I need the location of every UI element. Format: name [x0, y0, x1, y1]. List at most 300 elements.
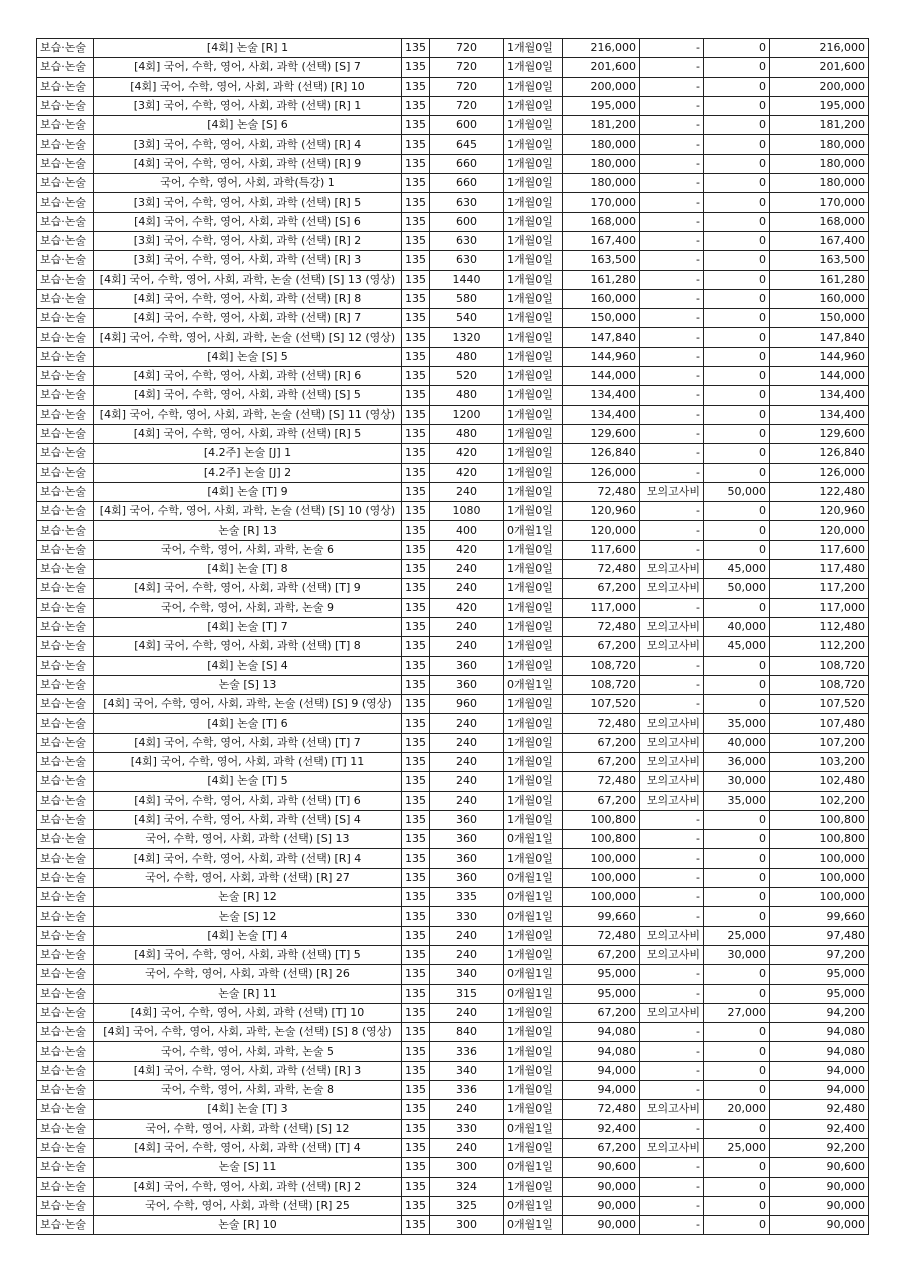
category-cell: 보습·논술: [37, 560, 94, 579]
extra-fee-type-cell: 모의고사비: [640, 945, 704, 964]
extra-fee-type-cell: -: [640, 888, 704, 907]
unit-cell: 135: [402, 656, 430, 675]
minutes-cell: 960: [430, 695, 504, 714]
category-cell: 보습·논술: [37, 135, 94, 154]
course-name-cell: [4.2주] 논술 [J] 1: [94, 444, 402, 463]
table-row: [37, 695, 869, 714]
period-cell: 1개월0일: [504, 367, 563, 386]
extra-fee-type-cell: 모의고사비: [640, 752, 704, 771]
extra-fee-cell: 0: [704, 96, 770, 115]
total-cell: 90,000: [770, 1177, 869, 1196]
period-cell: 1개월0일: [504, 791, 563, 810]
table-row: [37, 617, 869, 636]
minutes-cell: 1440: [430, 270, 504, 289]
category-cell: 보습·논술: [37, 617, 94, 636]
table-row: [37, 135, 869, 154]
total-cell: 150,000: [770, 309, 869, 328]
course-name-cell: 논술 [S] 12: [94, 907, 402, 926]
extra-fee-cell: 0: [704, 1061, 770, 1080]
table-row: [37, 714, 869, 733]
table-row: [37, 174, 869, 193]
tuition-cell: 94,080: [563, 1042, 640, 1061]
period-cell: 1개월0일: [504, 424, 563, 443]
extra-fee-cell: 0: [704, 540, 770, 559]
extra-fee-cell: 27,000: [704, 1003, 770, 1022]
period-cell: 1개월0일: [504, 154, 563, 173]
category-cell: 보습·논술: [37, 1061, 94, 1080]
extra-fee-cell: 0: [704, 502, 770, 521]
extra-fee-type-cell: -: [640, 135, 704, 154]
tuition-cell: 100,800: [563, 810, 640, 829]
period-cell: 1개월0일: [504, 810, 563, 829]
category-cell: 보습·논술: [37, 714, 94, 733]
tuition-cell: 94,000: [563, 1061, 640, 1080]
minutes-cell: 720: [430, 96, 504, 115]
unit-cell: 135: [402, 1196, 430, 1215]
course-name-cell: 국어, 수학, 영어, 사회, 과학, 논술 8: [94, 1081, 402, 1100]
course-name-cell: [4회] 국어, 수학, 영어, 사회, 과학 (선택) [S] 6: [94, 212, 402, 231]
tuition-cell: 67,200: [563, 752, 640, 771]
course-name-cell: 논술 [R] 12: [94, 888, 402, 907]
period-cell: 1개월0일: [504, 502, 563, 521]
minutes-cell: 240: [430, 772, 504, 791]
tuition-cell: 67,200: [563, 579, 640, 598]
unit-cell: 135: [402, 135, 430, 154]
category-cell: 보습·논술: [37, 637, 94, 656]
extra-fee-type-cell: -: [640, 39, 704, 58]
period-cell: 0개월1일: [504, 830, 563, 849]
total-cell: 100,800: [770, 810, 869, 829]
category-cell: 보습·논술: [37, 752, 94, 771]
table-row: [37, 424, 869, 443]
minutes-cell: 240: [430, 752, 504, 771]
tuition-cell: 72,480: [563, 1100, 640, 1119]
tuition-cell: 72,480: [563, 560, 640, 579]
tuition-cell: 67,200: [563, 733, 640, 752]
extra-fee-cell: 36,000: [704, 752, 770, 771]
tuition-cell: 129,600: [563, 424, 640, 443]
total-cell: 117,000: [770, 598, 869, 617]
extra-fee-type-cell: 모의고사비: [640, 772, 704, 791]
unit-cell: 135: [402, 444, 430, 463]
tuition-cell: 72,480: [563, 714, 640, 733]
minutes-cell: 315: [430, 984, 504, 1003]
extra-fee-cell: 40,000: [704, 617, 770, 636]
extra-fee-type-cell: -: [640, 309, 704, 328]
unit-cell: 135: [402, 77, 430, 96]
minutes-cell: 360: [430, 656, 504, 675]
minutes-cell: 400: [430, 521, 504, 540]
table-row: [37, 965, 869, 984]
extra-fee-cell: 0: [704, 135, 770, 154]
unit-cell: 135: [402, 386, 430, 405]
tuition-cell: 72,480: [563, 617, 640, 636]
course-name-cell: [4회] 논술 [T] 4: [94, 926, 402, 945]
minutes-cell: 240: [430, 1100, 504, 1119]
tuition-cell: 126,840: [563, 444, 640, 463]
tuition-cell: 147,840: [563, 328, 640, 347]
minutes-cell: 240: [430, 714, 504, 733]
course-name-cell: [4회] 논술 [T] 9: [94, 482, 402, 501]
extra-fee-cell: 0: [704, 231, 770, 250]
period-cell: 0개월1일: [504, 984, 563, 1003]
extra-fee-type-cell: -: [640, 405, 704, 424]
category-cell: 보습·논술: [37, 830, 94, 849]
minutes-cell: 420: [430, 463, 504, 482]
unit-cell: 135: [402, 752, 430, 771]
extra-fee-type-cell: 모의고사비: [640, 637, 704, 656]
unit-cell: 135: [402, 791, 430, 810]
table-row: [37, 1100, 869, 1119]
period-cell: 0개월1일: [504, 965, 563, 984]
course-name-cell: [4회] 국어, 수학, 영어, 사회, 과학 (선택) [S] 4: [94, 810, 402, 829]
extra-fee-cell: 0: [704, 965, 770, 984]
category-cell: 보습·논술: [37, 675, 94, 694]
course-name-cell: [4회] 국어, 수학, 영어, 사회, 과학 (선택) [R] 6: [94, 367, 402, 386]
extra-fee-cell: 0: [704, 984, 770, 1003]
total-cell: 94,080: [770, 1023, 869, 1042]
minutes-cell: 480: [430, 386, 504, 405]
total-cell: 100,000: [770, 868, 869, 887]
unit-cell: 135: [402, 193, 430, 212]
unit-cell: 135: [402, 733, 430, 752]
category-cell: 보습·논술: [37, 1196, 94, 1215]
period-cell: 0개월1일: [504, 1216, 563, 1235]
period-cell: 1개월0일: [504, 1138, 563, 1157]
course-name-cell: [4회] 논술 [T] 8: [94, 560, 402, 579]
unit-cell: 135: [402, 772, 430, 791]
extra-fee-type-cell: -: [640, 656, 704, 675]
extra-fee-type-cell: -: [640, 1196, 704, 1215]
category-cell: 보습·논술: [37, 926, 94, 945]
period-cell: 1개월0일: [504, 598, 563, 617]
extra-fee-cell: 0: [704, 1119, 770, 1138]
table-row: [37, 1061, 869, 1080]
course-name-cell: [4회] 국어, 수학, 영어, 사회, 과학 (선택) [T] 9: [94, 579, 402, 598]
unit-cell: 135: [402, 714, 430, 733]
fee-table: [36, 38, 869, 1235]
extra-fee-type-cell: -: [640, 424, 704, 443]
table-row: [37, 888, 869, 907]
extra-fee-cell: 0: [704, 1158, 770, 1177]
tuition-cell: 168,000: [563, 212, 640, 231]
course-name-cell: [4회] 국어, 수학, 영어, 사회, 과학, 논술 (선택) [S] 10 (영상): [94, 502, 402, 521]
minutes-cell: 520: [430, 367, 504, 386]
category-cell: 보습·논술: [37, 77, 94, 96]
tuition-cell: 181,200: [563, 116, 640, 135]
total-cell: 90,000: [770, 1216, 869, 1235]
tuition-cell: 180,000: [563, 135, 640, 154]
extra-fee-cell: 0: [704, 888, 770, 907]
extra-fee-type-cell: -: [640, 174, 704, 193]
extra-fee-type-cell: -: [640, 328, 704, 347]
category-cell: 보습·논술: [37, 868, 94, 887]
minutes-cell: 360: [430, 849, 504, 868]
period-cell: 1개월0일: [504, 1023, 563, 1042]
minutes-cell: 420: [430, 540, 504, 559]
extra-fee-cell: 40,000: [704, 733, 770, 752]
total-cell: 144,000: [770, 367, 869, 386]
course-name-cell: 국어, 수학, 영어, 사회, 과학 (선택) [S] 13: [94, 830, 402, 849]
course-name-cell: [4회] 국어, 수학, 영어, 사회, 과학 (선택) [T] 4: [94, 1138, 402, 1157]
extra-fee-type-cell: 모의고사비: [640, 560, 704, 579]
tuition-cell: 72,480: [563, 482, 640, 501]
tuition-cell: 67,200: [563, 1138, 640, 1157]
minutes-cell: 660: [430, 174, 504, 193]
course-name-cell: [4회] 국어, 수학, 영어, 사회, 과학 (선택) [T] 7: [94, 733, 402, 752]
table-row: [37, 830, 869, 849]
unit-cell: 135: [402, 1216, 430, 1235]
category-cell: 보습·논술: [37, 791, 94, 810]
minutes-cell: 630: [430, 193, 504, 212]
tuition-cell: 108,720: [563, 656, 640, 675]
unit-cell: 135: [402, 945, 430, 964]
extra-fee-type-cell: 모의고사비: [640, 733, 704, 752]
minutes-cell: 240: [430, 482, 504, 501]
extra-fee-type-cell: 모의고사비: [640, 617, 704, 636]
table-row: [37, 444, 869, 463]
period-cell: 0개월1일: [504, 907, 563, 926]
unit-cell: 135: [402, 1023, 430, 1042]
unit-cell: 135: [402, 58, 430, 77]
tuition-cell: 180,000: [563, 174, 640, 193]
extra-fee-cell: 0: [704, 251, 770, 270]
course-name-cell: [4회] 논술 [T] 6: [94, 714, 402, 733]
extra-fee-type-cell: 모의고사비: [640, 1003, 704, 1022]
unit-cell: 135: [402, 888, 430, 907]
extra-fee-cell: 0: [704, 598, 770, 617]
unit-cell: 135: [402, 579, 430, 598]
course-name-cell: [4회] 국어, 수학, 영어, 사회, 과학 (선택) [R] 5: [94, 424, 402, 443]
table-row: [37, 733, 869, 752]
course-name-cell: [4회] 국어, 수학, 영어, 사회, 과학 (선택) [R] 9: [94, 154, 402, 173]
period-cell: 1개월0일: [504, 116, 563, 135]
period-cell: 0개월1일: [504, 1158, 563, 1177]
tuition-cell: 150,000: [563, 309, 640, 328]
unit-cell: 135: [402, 1177, 430, 1196]
minutes-cell: 300: [430, 1158, 504, 1177]
tuition-cell: 90,000: [563, 1177, 640, 1196]
course-name-cell: [4회] 논술 [S] 6: [94, 116, 402, 135]
extra-fee-cell: 0: [704, 1081, 770, 1100]
period-cell: 1개월0일: [504, 347, 563, 366]
unit-cell: 135: [402, 868, 430, 887]
tuition-cell: 99,660: [563, 907, 640, 926]
minutes-cell: 720: [430, 77, 504, 96]
period-cell: 1개월0일: [504, 772, 563, 791]
table-row: [37, 309, 869, 328]
minutes-cell: 600: [430, 116, 504, 135]
tuition-cell: 100,000: [563, 849, 640, 868]
extra-fee-cell: 0: [704, 405, 770, 424]
period-cell: 0개월1일: [504, 868, 563, 887]
minutes-cell: 720: [430, 58, 504, 77]
tuition-cell: 92,400: [563, 1119, 640, 1138]
minutes-cell: 335: [430, 888, 504, 907]
extra-fee-type-cell: -: [640, 1061, 704, 1080]
total-cell: 117,480: [770, 560, 869, 579]
extra-fee-cell: 0: [704, 830, 770, 849]
minutes-cell: 360: [430, 830, 504, 849]
total-cell: 120,000: [770, 521, 869, 540]
extra-fee-type-cell: -: [640, 270, 704, 289]
unit-cell: 135: [402, 231, 430, 250]
table-row: [37, 675, 869, 694]
table-row: [37, 405, 869, 424]
course-name-cell: 국어, 수학, 영어, 사회, 과학 (선택) [R] 26: [94, 965, 402, 984]
table-row: [37, 791, 869, 810]
unit-cell: 135: [402, 617, 430, 636]
period-cell: 1개월0일: [504, 251, 563, 270]
category-cell: 보습·논술: [37, 309, 94, 328]
period-cell: 1개월0일: [504, 560, 563, 579]
extra-fee-type-cell: -: [640, 212, 704, 231]
minutes-cell: 420: [430, 444, 504, 463]
total-cell: 92,400: [770, 1119, 869, 1138]
minutes-cell: 325: [430, 1196, 504, 1215]
extra-fee-type-cell: 모의고사비: [640, 1138, 704, 1157]
tuition-cell: 117,600: [563, 540, 640, 559]
table-row: [37, 772, 869, 791]
tuition-cell: 72,480: [563, 926, 640, 945]
table-row: [37, 810, 869, 829]
unit-cell: 135: [402, 695, 430, 714]
period-cell: 1개월0일: [504, 926, 563, 945]
extra-fee-type-cell: -: [640, 251, 704, 270]
table-row: [37, 482, 869, 501]
table-row: [37, 328, 869, 347]
table-row: [37, 656, 869, 675]
table-row: [37, 502, 869, 521]
extra-fee-cell: 0: [704, 1216, 770, 1235]
period-cell: 1개월0일: [504, 656, 563, 675]
minutes-cell: 840: [430, 1023, 504, 1042]
category-cell: 보습·논술: [37, 733, 94, 752]
table-row: [37, 39, 869, 58]
table-row: [37, 560, 869, 579]
extra-fee-type-cell: -: [640, 830, 704, 849]
total-cell: 117,600: [770, 540, 869, 559]
tuition-cell: 94,000: [563, 1081, 640, 1100]
course-name-cell: [4회] 국어, 수학, 영어, 사회, 과학, 논술 (선택) [S] 8 (영상): [94, 1023, 402, 1042]
table-row: [37, 752, 869, 771]
total-cell: 100,800: [770, 830, 869, 849]
total-cell: 95,000: [770, 965, 869, 984]
unit-cell: 135: [402, 154, 430, 173]
unit-cell: 135: [402, 926, 430, 945]
category-cell: 보습·논술: [37, 579, 94, 598]
category-cell: 보습·논술: [37, 984, 94, 1003]
extra-fee-cell: 0: [704, 212, 770, 231]
minutes-cell: 540: [430, 309, 504, 328]
minutes-cell: 1200: [430, 405, 504, 424]
extra-fee-cell: 0: [704, 1042, 770, 1061]
extra-fee-type-cell: -: [640, 810, 704, 829]
course-name-cell: 논술 [R] 11: [94, 984, 402, 1003]
minutes-cell: 660: [430, 154, 504, 173]
total-cell: 90,000: [770, 1196, 869, 1215]
extra-fee-cell: 0: [704, 58, 770, 77]
period-cell: 0개월1일: [504, 675, 563, 694]
total-cell: 122,480: [770, 482, 869, 501]
total-cell: 126,840: [770, 444, 869, 463]
category-cell: 보습·논술: [37, 907, 94, 926]
minutes-cell: 300: [430, 1216, 504, 1235]
category-cell: 보습·논술: [37, 945, 94, 964]
extra-fee-type-cell: -: [640, 521, 704, 540]
category-cell: 보습·논술: [37, 1081, 94, 1100]
minutes-cell: 336: [430, 1042, 504, 1061]
minutes-cell: 240: [430, 560, 504, 579]
table-row: [37, 1081, 869, 1100]
extra-fee-cell: 25,000: [704, 1138, 770, 1157]
period-cell: 1개월0일: [504, 96, 563, 115]
unit-cell: 135: [402, 830, 430, 849]
total-cell: 102,480: [770, 772, 869, 791]
extra-fee-type-cell: -: [640, 1177, 704, 1196]
total-cell: 120,960: [770, 502, 869, 521]
tuition-cell: 160,000: [563, 289, 640, 308]
minutes-cell: 240: [430, 791, 504, 810]
category-cell: 보습·논술: [37, 695, 94, 714]
course-name-cell: [4회] 국어, 수학, 영어, 사회, 과학, 논술 (선택) [S] 12 (영상): [94, 328, 402, 347]
period-cell: 1개월0일: [504, 463, 563, 482]
tuition-cell: 170,000: [563, 193, 640, 212]
minutes-cell: 360: [430, 675, 504, 694]
total-cell: 195,000: [770, 96, 869, 115]
table-row: [37, 579, 869, 598]
table-row: [37, 77, 869, 96]
course-name-cell: [3회] 국어, 수학, 영어, 사회, 과학 (선택) [R] 5: [94, 193, 402, 212]
extra-fee-type-cell: -: [640, 868, 704, 887]
extra-fee-cell: 0: [704, 116, 770, 135]
extra-fee-cell: 0: [704, 656, 770, 675]
tuition-cell: 67,200: [563, 637, 640, 656]
extra-fee-cell: 50,000: [704, 579, 770, 598]
total-cell: 100,000: [770, 849, 869, 868]
course-name-cell: [4회] 국어, 수학, 영어, 사회, 과학 (선택) [R] 3: [94, 1061, 402, 1080]
tuition-cell: 134,400: [563, 386, 640, 405]
extra-fee-cell: 50,000: [704, 482, 770, 501]
extra-fee-cell: 45,000: [704, 637, 770, 656]
unit-cell: 135: [402, 1158, 430, 1177]
table-row: [37, 926, 869, 945]
extra-fee-cell: 0: [704, 77, 770, 96]
extra-fee-cell: 0: [704, 695, 770, 714]
table-row: [37, 251, 869, 270]
course-name-cell: [4회] 국어, 수학, 영어, 사회, 과학 (선택) [T] 5: [94, 945, 402, 964]
minutes-cell: 480: [430, 347, 504, 366]
tuition-cell: 117,000: [563, 598, 640, 617]
period-cell: 1개월0일: [504, 617, 563, 636]
course-name-cell: 국어, 수학, 영어, 사회, 과학 (선택) [R] 25: [94, 1196, 402, 1215]
category-cell: 보습·논술: [37, 39, 94, 58]
unit-cell: 135: [402, 502, 430, 521]
period-cell: 1개월0일: [504, 637, 563, 656]
total-cell: 94,000: [770, 1081, 869, 1100]
course-name-cell: 논술 [R] 13: [94, 521, 402, 540]
course-name-cell: [4회] 논술 [S] 4: [94, 656, 402, 675]
category-cell: 보습·논술: [37, 96, 94, 115]
tuition-cell: 167,400: [563, 231, 640, 250]
course-name-cell: [4.2주] 논술 [J] 2: [94, 463, 402, 482]
period-cell: 0개월1일: [504, 1196, 563, 1215]
unit-cell: 135: [402, 810, 430, 829]
category-cell: 보습·논술: [37, 1138, 94, 1157]
tuition-cell: 95,000: [563, 984, 640, 1003]
category-cell: 보습·논술: [37, 174, 94, 193]
unit-cell: 135: [402, 907, 430, 926]
